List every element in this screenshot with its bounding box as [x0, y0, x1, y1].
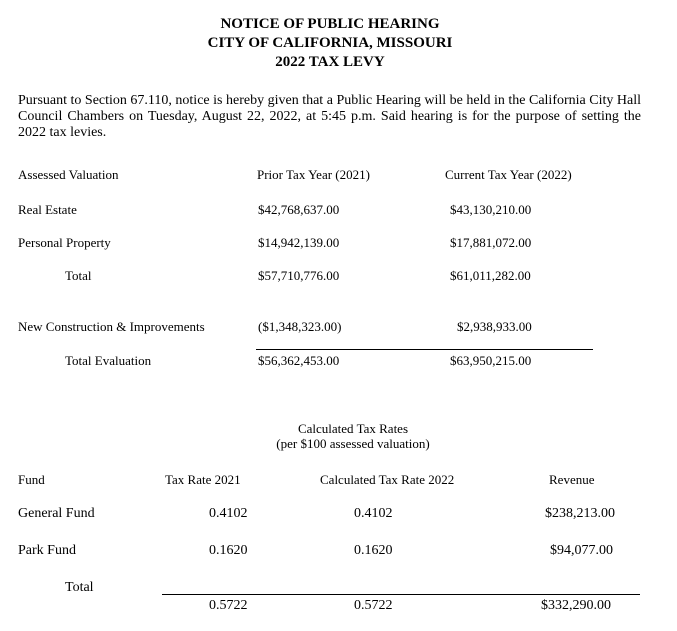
valuation-header-label: Assessed Valuation [18, 167, 119, 182]
valuation-row-label: Total [65, 268, 92, 283]
rates-total-revenue: $332,290.00 [541, 598, 611, 613]
valuation-row-label: Real Estate [18, 202, 77, 217]
valuation-row-label: Personal Property [18, 235, 111, 250]
rates-row-revenue: $94,077.00 [550, 543, 613, 558]
valuation-header-current: Current Tax Year (2022) [445, 167, 572, 182]
valuation-row-label: Total Evaluation [65, 353, 152, 368]
valuation-row-current: $43,130,210.00 [450, 202, 532, 217]
valuation-row-current: $61,011,282.00 [450, 268, 531, 283]
rates-header-2021: Tax Rate 2021 [165, 472, 241, 487]
rates-subtitle: (per $100 assessed valuation) [276, 436, 430, 451]
notice-subtitle: 2022 TAX LEVY [275, 54, 385, 70]
notice-paragraph: Pursuant to Section 67.110, notice is hereby given that a Public Hearing will be held in the California City Hall Council Chambers on Tuesday, August 22, 2022, at 5:45 p.m. Said hearing is for the purpose of setting the 2022 tax levies. [18, 93, 641, 140]
rates-header-revenue: Revenue [549, 472, 595, 487]
rates-total-label: Total [65, 580, 94, 595]
rates-total-2022: 0.5722 [354, 598, 393, 613]
rates-header-2022: Calculated Tax Rate 2022 [320, 472, 455, 487]
rates-row-revenue: $238,213.00 [545, 506, 615, 521]
rates-total-divider [162, 594, 640, 595]
valuation-row-label: New Construction & Improvements [18, 319, 205, 334]
rates-row-2022: 0.1620 [354, 543, 393, 558]
valuation-row-current: $17,881,072.00 [450, 235, 532, 250]
notice-title: NOTICE OF PUBLIC HEARING [220, 16, 440, 32]
valuation-row-prior: $42,768,637.00 [258, 202, 340, 217]
rates-row-2021: 0.1620 [209, 543, 248, 558]
valuation-row-current: $63,950,215.00 [450, 353, 532, 368]
valuation-row-prior: $14,942,139.00 [258, 235, 340, 250]
rates-header-fund: Fund [18, 472, 45, 487]
rates-row-fund: General Fund [18, 506, 95, 521]
rates-row-2021: 0.4102 [209, 506, 248, 521]
total-divider [256, 349, 593, 350]
rates-title: Calculated Tax Rates [297, 421, 409, 436]
rates-row-2022: 0.4102 [354, 506, 393, 521]
valuation-header-prior: Prior Tax Year (2021) [257, 167, 370, 182]
valuation-row-current: $2,938,933.00 [457, 319, 532, 334]
valuation-row-prior: $56,362,453.00 [258, 353, 340, 368]
valuation-row-prior: ($1,348,323.00) [258, 319, 342, 334]
notice-city: CITY OF CALIFORNIA, MISSOURI [207, 35, 453, 51]
valuation-row-prior: $57,710,776.00 [258, 268, 340, 283]
rates-total-2021: 0.5722 [209, 598, 248, 613]
rates-row-fund: Park Fund [18, 543, 76, 558]
